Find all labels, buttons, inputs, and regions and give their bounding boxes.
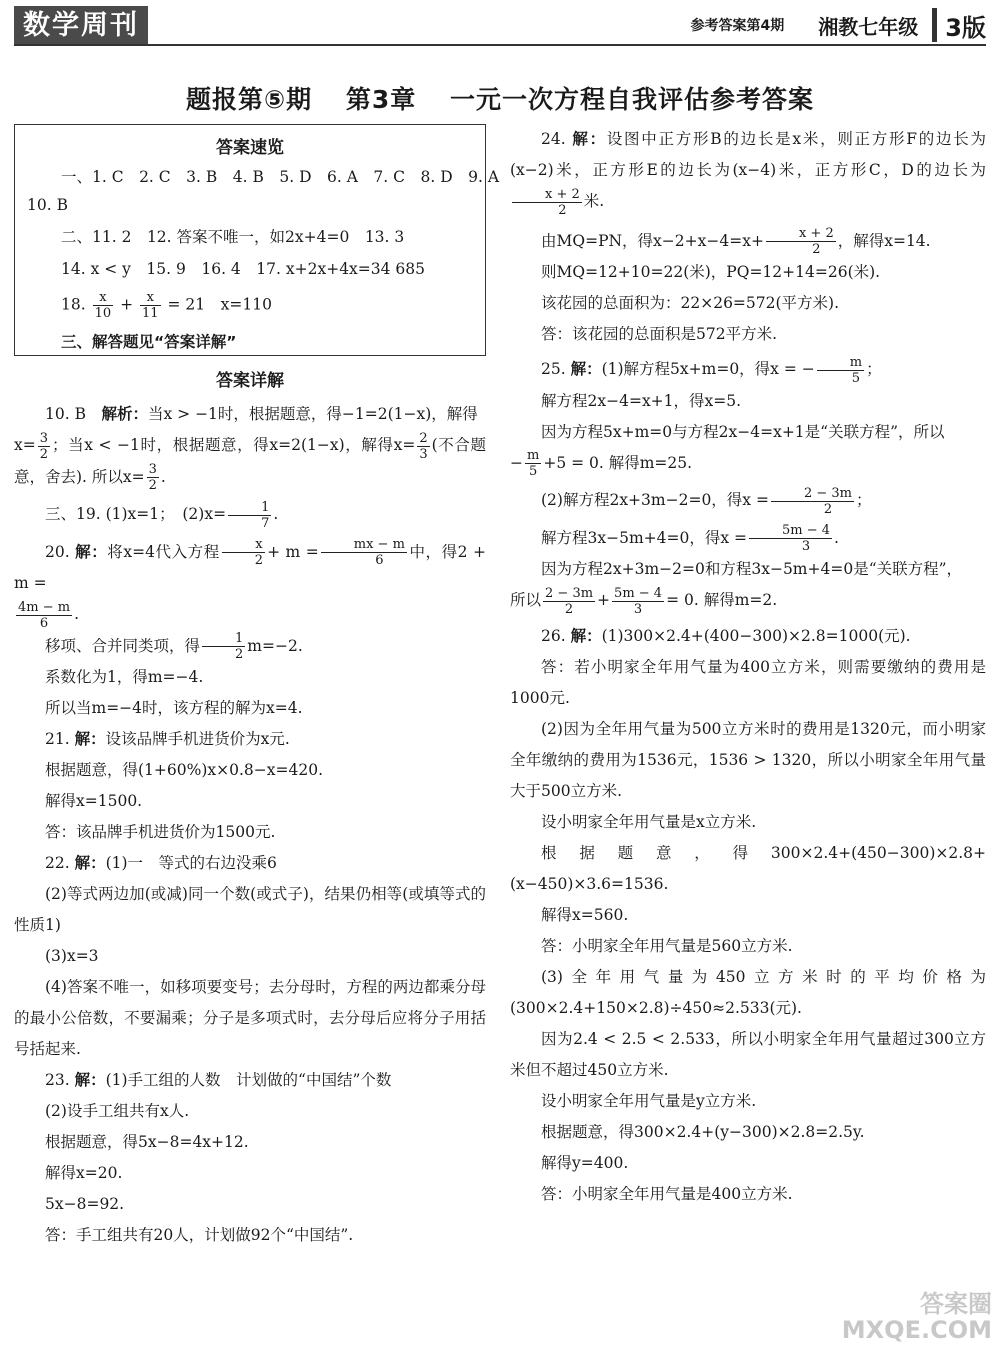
q26-line: 解得y=400. — [541, 1153, 629, 1172]
q-text: 移项、合并同类项，得 — [45, 636, 201, 655]
q22-line: (2)等式两边加(或减)同一个数(或式子)，结果仍相等(或填等式的性质1) — [14, 885, 486, 934]
quick-line-6: 三、解答题见“答案详解” — [61, 333, 237, 351]
q-text: 设该品牌手机进货价为x元. — [105, 730, 290, 748]
denominator: 10 — [94, 306, 112, 321]
fraction — [417, 431, 429, 462]
q21-line: 答：该品牌手机进货价为1500元. — [45, 823, 276, 841]
q10-line — [14, 430, 486, 493]
denominator: 6 — [375, 553, 384, 568]
q20-line: 系数化为1，得m=−4. — [45, 668, 204, 686]
fraction — [140, 290, 161, 321]
watermark — [842, 1291, 992, 1343]
quick-q18-rest: = 21 x=110 — [167, 295, 272, 314]
fraction — [147, 462, 159, 493]
q25-line: 因为方程2x+3m−2=0和方程3x−5m+4=0是“关联方程”， — [541, 560, 963, 578]
fraction — [525, 448, 541, 479]
numerator: 2 − 3m — [545, 585, 594, 601]
denominator: 2 — [148, 478, 157, 493]
numerator: 1 — [202, 631, 245, 647]
q-text: m=−2. — [247, 636, 303, 655]
denominator: 3 — [801, 539, 811, 554]
plus-sign: + — [120, 295, 134, 314]
q-text: (1)一 等式的右边没乘6 — [105, 854, 277, 872]
title-issue: 题报第⑤期 — [185, 85, 313, 114]
q-text: (2)解方程2x+3m−2=0，得x = — [541, 491, 769, 509]
q-text: . — [834, 528, 839, 547]
q-text: 解方程3x−5m+4=0，得x = — [541, 528, 748, 547]
q25-line — [510, 485, 986, 517]
numerator: mx − m — [321, 537, 407, 553]
numerator: 4m − m — [18, 599, 71, 615]
q25-line: 解方程2x−4=x+1，得x=5. — [541, 391, 742, 410]
q24-line — [510, 124, 986, 218]
numerator: x — [140, 290, 161, 306]
q-label: 解： — [75, 542, 108, 561]
fraction — [16, 600, 72, 631]
fraction — [512, 187, 582, 218]
q26-line: 设小明家全年用气量是x立方米. — [541, 812, 757, 831]
q-label: 解： — [570, 360, 602, 378]
q23-line: 5x−8=92. — [45, 1195, 125, 1213]
q-label: 解： — [74, 854, 106, 872]
denominator: 2 — [812, 242, 821, 257]
q22-line: (3)x=3 — [45, 947, 99, 965]
denominator: 2 — [39, 446, 49, 462]
detail-title: 答案详解 — [216, 371, 284, 391]
q-label: 解： — [74, 1071, 106, 1089]
left-column — [14, 124, 500, 1251]
q24-line: 该花园的总面积为：22×26=572(平方米). — [541, 294, 840, 312]
fraction — [612, 586, 664, 617]
page-title — [0, 80, 1000, 116]
denominator: 3 — [419, 446, 428, 462]
quick-line-2: 10. B — [27, 196, 68, 214]
q-text: (1)手工组的人数 计划做的“中国结”个数 — [105, 1071, 392, 1089]
q24-line — [510, 226, 986, 258]
q-number: 10. B — [45, 405, 102, 423]
q20-line — [14, 599, 486, 631]
q-text: ，解得x=14. — [837, 231, 931, 250]
q23-line: 解得x=20. — [45, 1164, 123, 1182]
numerator: 2 — [419, 430, 428, 446]
q-number: 23. — [45, 1071, 75, 1089]
q26-line: (2)因为全年用气量为500立方米时的费用是1320元，而小明家全年缴纳的费用为1536元，1536 > 1320，所以小明家全年用气量大于500立方米. — [510, 719, 986, 800]
title-chapter: 第3章 — [345, 85, 417, 114]
quick-answer-box — [14, 124, 500, 356]
quick-line-1: 一、1. C 2. C 3. B 4. B 5. D 6. A 7. C 8. D 9. A — [61, 168, 500, 186]
q-text: . — [273, 505, 279, 523]
denominator: 7 — [261, 515, 270, 531]
q20-line: 所以当m=−4时，该方程的解为x=4. — [45, 699, 303, 717]
q26-line — [510, 621, 986, 652]
numerator: 3 — [39, 430, 49, 446]
quick-line-3: 二、11. 2 12. 答案不唯一，如2x+4=0 13. 3 — [61, 228, 405, 246]
denominator: 2 — [235, 647, 244, 662]
q-text: 当x > −1时，根据题意，得−1=2(1−x)，解得 — [147, 405, 478, 423]
numerator: x + 2 — [512, 187, 582, 203]
q25-line: 因为方程5x+m=0与方程2x−4=x+1是“关联方程”，所以 — [541, 422, 945, 441]
numerator: x + 2 — [766, 226, 836, 242]
q-text: 所以 — [510, 591, 542, 609]
q-text: (1)300×2.4+(400−300)×2.8=1000(元). — [601, 626, 911, 645]
q-text: + — [597, 591, 611, 609]
q-text: 设图中正方形B的边长是x米，则正方形F的边长为(x−2)米，正方形E的边长为(x−4)米，正方形C，D的边长为 — [510, 130, 986, 179]
q20-line — [14, 631, 486, 663]
denominator: 2 — [558, 202, 567, 218]
q22-line — [14, 848, 486, 879]
q-text: ；当x < −1时，根据题意，得x=2(1−x)，解得x= — [52, 436, 416, 454]
edition-label: 3版 — [945, 13, 986, 42]
q21-line: 解得x=1500. — [45, 792, 143, 810]
watermark-url: MXQE.COM — [841, 1316, 992, 1344]
fraction — [817, 355, 864, 386]
numerator: 5m − 4 — [614, 585, 663, 601]
fraction — [321, 537, 407, 568]
q-number: 26. — [541, 626, 571, 645]
fraction — [749, 523, 832, 554]
q-text: . — [74, 605, 80, 623]
q-number: 20. — [45, 542, 76, 561]
denominator: 2 — [823, 501, 833, 517]
quick-line-5 — [61, 290, 473, 321]
numerator: 2 − 3m — [771, 486, 854, 502]
q25-line — [510, 585, 986, 617]
grade-label: 湘教七年级 — [818, 14, 919, 39]
fraction — [202, 631, 245, 662]
numerator: m — [527, 448, 540, 463]
q23-line: (2)设手工组共有x人. — [45, 1102, 190, 1120]
fraction — [543, 586, 595, 617]
brand-logo: 数学周刊 — [14, 6, 148, 46]
q26-line: 因为2.4 < 2.5 < 2.533，所以小明家全年用气量超过300立方米但不超过450立方米. — [510, 1029, 986, 1079]
numerator: m — [817, 355, 864, 371]
fraction — [38, 431, 50, 462]
q-text: 三、19. (1)x=1； (2)x= — [45, 505, 227, 523]
quick-line-4: 14. x < y 15. 9 16. 4 17. x+2x+4x=34 685 — [61, 260, 426, 278]
q-number: 22. — [45, 854, 75, 872]
q-number: 25. — [541, 360, 571, 378]
right-column — [510, 124, 986, 1210]
q24-line: 则MQ=12+10=22(米)，PQ=12+14=26(米). — [541, 263, 881, 281]
q24-line: 答：该花园的总面积是572平方米. — [541, 325, 778, 343]
header-rule — [14, 44, 986, 46]
q-text: (不合题意，舍去). 所以x= — [14, 436, 486, 486]
q-text: − — [510, 453, 523, 472]
numerator: 3 — [148, 462, 157, 477]
denominator: 2 — [564, 601, 574, 617]
numerator: x — [222, 537, 265, 553]
q23-line: 根据题意，得5x−8=4x+12. — [45, 1133, 249, 1151]
q-label: 解析： — [101, 405, 148, 423]
q21-line: 根据题意，得(1+60%)x×0.8−x=420. — [45, 761, 324, 779]
denominator: 2 — [254, 553, 264, 568]
q-text: x= — [14, 436, 36, 454]
fraction — [222, 537, 265, 568]
q23-line: 答：手工组共有20人，计划做92个“中国结”. — [45, 1226, 354, 1244]
q25-line — [510, 448, 986, 480]
q-text: = 0. 解得m=2. — [666, 591, 778, 609]
fraction — [93, 290, 114, 321]
watermark-logo-text: 答案圈 — [920, 1290, 992, 1318]
q23-line — [14, 1065, 486, 1096]
quick-answer-title: 答案速览 — [216, 138, 284, 158]
denominator: 11 — [142, 306, 159, 321]
header-info — [691, 8, 986, 42]
q26-line: 答：小明家全年用气量是560立方米. — [541, 936, 793, 955]
q-label: 解： — [74, 730, 106, 748]
header-divider — [932, 8, 937, 42]
title-topic: 一元一次方程自我评估参考答案 — [450, 85, 815, 114]
fraction — [766, 226, 836, 257]
q-text: ； — [856, 491, 872, 509]
q26-line: 答：小明家全年用气量是400立方米. — [541, 1184, 793, 1203]
q-text: 中，得2 + m = — [14, 542, 487, 592]
q-label: 解： — [572, 130, 607, 148]
q26-line: 根据题意，得300×2.4+(y−300)×2.8=2.5y. — [541, 1122, 865, 1141]
numerator: 5m − 4 — [749, 523, 832, 539]
denominator: 6 — [39, 615, 49, 631]
q-text: . — [160, 467, 166, 486]
q20-line — [14, 537, 486, 600]
page-header — [0, 0, 1000, 48]
q26-line: 设小明家全年用气量是y立方米. — [541, 1091, 757, 1110]
q21-line — [14, 724, 486, 755]
q26-line: (3)全年用气量为450立方米时的平均价格为(300×2.4+150×2.8)÷450≈2.533(元). — [510, 967, 986, 1017]
q26-line: 根据题意，得300×2.4+(450−300)×2.8+(x−450)×3.6=1536. — [510, 843, 986, 893]
quick-q18-label: 18. — [61, 295, 86, 314]
q-number: 24. — [541, 130, 573, 148]
q26-line: 答：若小明家全年用气量为400立方米，则需要缴纳的费用是1000元. — [510, 657, 986, 707]
q10-line — [14, 399, 486, 430]
q26-line: 解得x=560. — [541, 905, 629, 924]
q-text: + m = — [267, 542, 319, 561]
q-text: 米. — [583, 192, 605, 210]
q25-line — [510, 523, 986, 555]
q-label: 解： — [570, 626, 602, 645]
numerator: 1 — [228, 500, 271, 516]
q-text: 将x=4代入方程 — [107, 542, 220, 561]
q-text: ； — [866, 360, 882, 378]
fraction — [228, 500, 271, 531]
denominator: 5 — [529, 464, 538, 479]
q19-line — [14, 499, 486, 531]
q-number: 21. — [45, 730, 75, 748]
fraction — [771, 486, 854, 517]
q25-line — [510, 354, 986, 386]
q-text: 由MQ=PN，得x−2+x−4=x+ — [541, 231, 764, 250]
denominator: 3 — [633, 601, 643, 617]
numerator: x — [93, 290, 114, 306]
q-text: +5 = 0. 解得m=25. — [543, 453, 693, 472]
denominator: 5 — [851, 370, 861, 386]
q-text: (1)解方程5x+m=0，得x = − — [601, 360, 815, 378]
reference-label: 参考答案第4期 — [690, 18, 785, 34]
q22-line: (4)答案不唯一，如移项要变号；去分母时，方程的两边都乘分母的最小公倍数，不要漏乘；分子是多项式时，去分母后应将分子用括号括起来. — [14, 978, 486, 1058]
